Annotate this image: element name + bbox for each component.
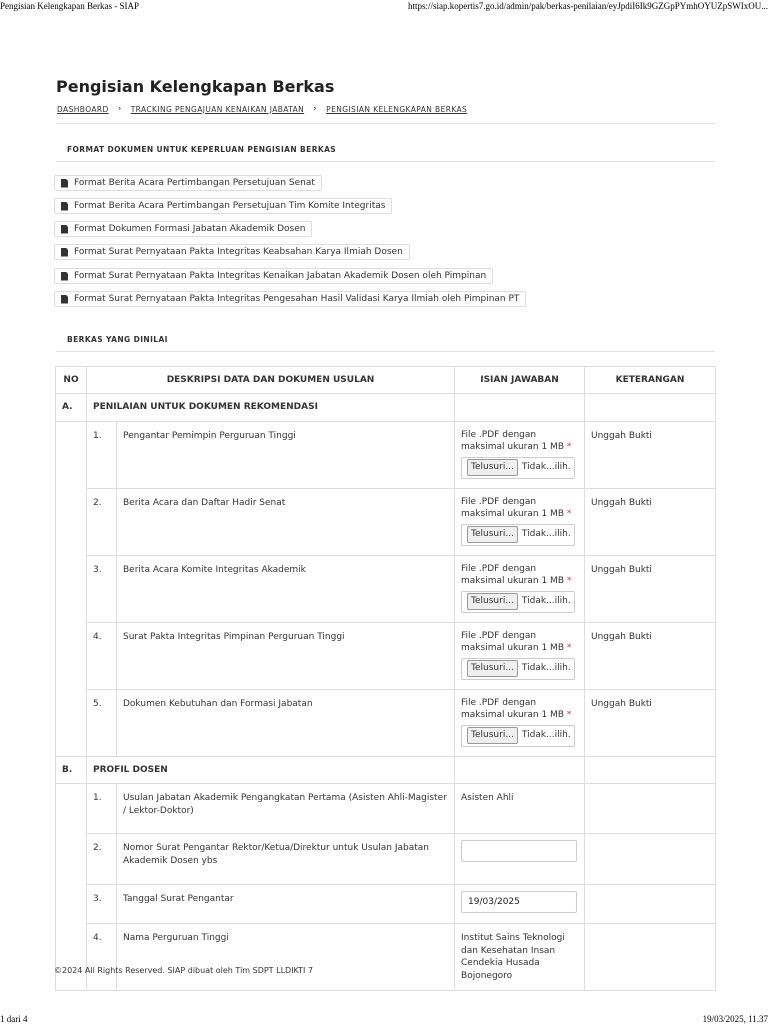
item-no: 1. [93, 793, 102, 803]
divider [56, 161, 715, 162]
nomor-surat-input[interactable] [461, 840, 577, 862]
item-no: 1. [93, 430, 102, 441]
table-row [56, 622, 716, 689]
file-input-formasi[interactable] [461, 725, 575, 747]
item-desc: Surat Pakta Integritas Pimpinan Perguruan Tinggi [123, 631, 345, 642]
format-link-senat[interactable]: Format Berita Acara Pertimbangan Persetujuan Senat [54, 175, 322, 191]
table-header-row [56, 367, 716, 394]
item-desc: Berita Acara Komite Integritas Akademik [123, 564, 306, 575]
item-ket: Unggah Bukti [591, 631, 652, 642]
table-row [56, 488, 716, 555]
section-letter: A. [62, 402, 73, 412]
section-title: PROFIL DOSEN [93, 764, 168, 775]
breadcrumb-tracking[interactable]: TRACKING PENGAJUAN KENAIKAN JABATAN [130, 104, 305, 114]
table-row [56, 834, 716, 885]
file-input-pakta[interactable] [461, 658, 575, 680]
file-hint: File .PDF dengan maksimal ukuran 1 MB [461, 563, 564, 586]
section-letter: B. [62, 764, 73, 775]
breadcrumb-dashboard[interactable]: DASHBOARD [57, 104, 109, 114]
item-desc: Tanggal Surat Pengantar [123, 894, 234, 904]
print-url: https://siap.kopertis7.go.id/admin/pak/berkas-penilaian/eyJpdiI6Ik9GZGpPYmhOYUZpSWIxOU... [408, 1, 768, 11]
item-no: 4. [93, 933, 102, 943]
format-section-label: FORMAT DOKUMEN UNTUK KEPERLUAN PENGISIAN BERKAS [67, 145, 337, 154]
format-link-keabsahan[interactable]: Format Surat Pernyataan Pakta Integritas Keabsahan Karya Ilmiah Dosen [54, 244, 410, 260]
table-row [56, 924, 716, 991]
header-desc: DESKRIPSI DATA DAN DOKUMEN USULAN [87, 367, 455, 394]
table-row [56, 885, 716, 924]
item-desc: Nomor Surat Pengantar Rektor/Ketua/Direktur untuk Usulan Jabatan Akademik Dosen ybs [123, 843, 430, 866]
berkas-table [55, 366, 716, 991]
file-hint: File .PDF dengan maksimal ukuran 1 MB [461, 697, 564, 720]
file-icon [61, 179, 68, 188]
breadcrumb [57, 104, 467, 114]
file-icon [61, 225, 68, 234]
file-icon [61, 202, 68, 211]
item-desc: Usulan Jabatan Akademik Pengangkatan Pertama (Asisten Ahli-Magister / Lektor-Doktor) [123, 793, 447, 816]
browse-button[interactable]: Telusuri... [467, 459, 518, 476]
breadcrumb-current[interactable]: PENGISIAN KELENGKAPAN BERKAS [326, 104, 468, 114]
file-hint: File .PDF dengan maksimal ukuran 1 MB [461, 429, 564, 452]
item-no: 4. [93, 631, 102, 642]
item-no: 2. [93, 843, 102, 853]
section-row-a [56, 394, 716, 422]
chevron-right-icon: › [117, 104, 122, 114]
header-isi: ISIAN JAWABAN [455, 367, 585, 394]
site-footer: ©2024 All Rights Reserved. SIAP dibuat oleh Tim SDPT LLDIKTI 7 [54, 966, 314, 975]
table-row [56, 555, 716, 622]
file-icon [61, 272, 68, 281]
required-mark: * [566, 442, 572, 452]
table-row [56, 784, 716, 834]
format-link-validasi[interactable]: Format Surat Pernyataan Pakta Integritas Pengesahan Hasil Validasi Karya Ilmiah oleh Pimpinan PT [54, 291, 526, 307]
header-ket: KETERANGAN [585, 367, 716, 394]
file-status: Tidak...ilih. [521, 596, 571, 607]
tanggal-surat-input[interactable]: 19/03/2025 [461, 891, 577, 913]
format-link-kenaikan[interactable]: Format Surat Pernyataan Pakta Integritas Kenaikan Jabatan Akademik Dosen oleh Pimpinan [54, 268, 493, 284]
item-ket: Unggah Bukti [591, 698, 652, 709]
item-no: 3. [93, 894, 102, 904]
page-title: Pengisian Kelengkapan Berkas [56, 77, 335, 96]
file-status: Tidak...ilih. [521, 529, 571, 540]
file-icon [61, 248, 68, 257]
chevron-right-icon: › [313, 104, 318, 114]
file-status: Tidak...ilih. [521, 730, 571, 741]
table-row [56, 689, 716, 756]
table-row [56, 421, 716, 488]
item-ket: Unggah Bukti [591, 564, 652, 575]
print-header [0, 0, 768, 14]
file-input-komite[interactable] [461, 591, 575, 613]
item-desc: Pengantar Pemimpin Perguruan Tinggi [123, 430, 296, 441]
file-status: Tidak...ilih. [521, 462, 571, 473]
file-hint: File .PDF dengan maksimal ukuran 1 MB [461, 496, 564, 519]
perguruan-tinggi-value: Institut Sains Teknologi dan Kesehatan Insan Cendekia Husada Bojonegoro [461, 933, 565, 981]
item-ket: Unggah Bukti [591, 497, 652, 508]
browse-button[interactable]: Telusuri... [467, 593, 518, 610]
section-title: PENILAIAN UNTUK DOKUMEN REKOMENDASI [93, 402, 318, 412]
divider [56, 123, 715, 124]
required-mark: * [566, 576, 572, 586]
file-input-senat[interactable] [461, 524, 575, 546]
print-page-title: Pengisian Kelengkapan Berkas - SIAP [0, 1, 139, 11]
item-no: 2. [93, 497, 102, 508]
divider [56, 351, 715, 352]
browse-button[interactable]: Telusuri... [467, 526, 518, 543]
jabatan-value: Asisten Ahli [461, 793, 514, 803]
browse-button[interactable]: Telusuri... [467, 660, 518, 677]
required-mark: * [566, 509, 572, 519]
file-status: Tidak...ilih. [521, 663, 571, 674]
section-row-b [56, 756, 716, 784]
item-ket: Unggah Bukti [591, 430, 652, 441]
format-link-formasi[interactable]: Format Dokumen Formasi Jabatan Akademik Dosen [54, 221, 312, 237]
format-link-komite[interactable]: Format Berita Acara Pertimbangan Persetujuan Tim Komite Integritas [54, 198, 392, 214]
browse-button[interactable]: Telusuri... [467, 727, 518, 744]
berkas-section-label: BERKAS YANG DINILAI [67, 335, 168, 344]
required-mark: * [566, 710, 572, 720]
item-desc: Berita Acara dan Daftar Hadir Senat [123, 497, 286, 508]
print-datetime: 19/03/2025, 11.37 [702, 1014, 768, 1024]
item-desc: Dokumen Kebutuhan dan Formasi Jabatan [123, 698, 313, 709]
file-hint: File .PDF dengan maksimal ukuran 1 MB [461, 630, 564, 653]
item-desc: Nama Perguruan Tinggi [123, 933, 229, 943]
file-input-pengantar[interactable] [461, 457, 575, 479]
file-icon [61, 295, 68, 304]
item-no: 3. [93, 564, 102, 575]
header-no: NO [56, 367, 87, 394]
required-mark: * [566, 643, 572, 653]
print-page-number: 1 dari 4 [0, 1014, 28, 1024]
item-no: 5. [93, 698, 102, 709]
